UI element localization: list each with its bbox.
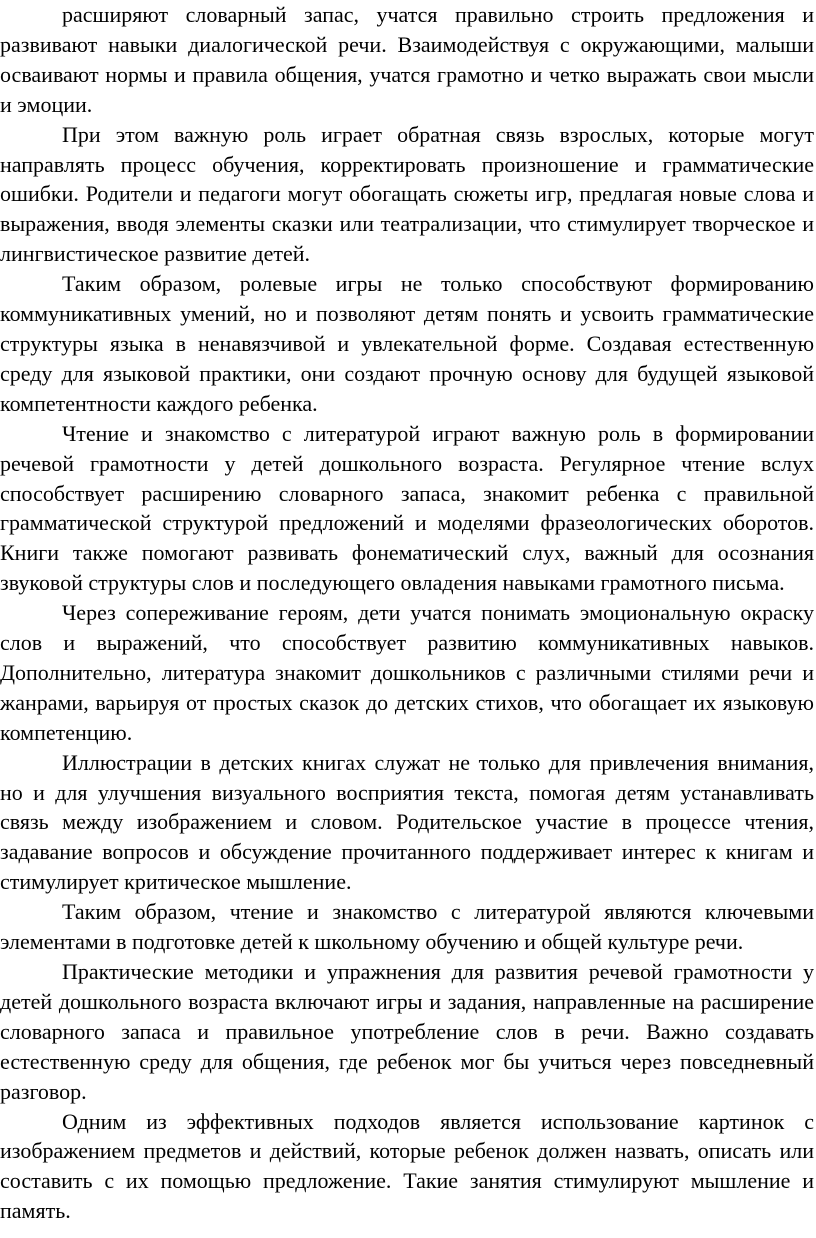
paragraph-6: Иллюстрации в детских книгах служат не только для привлечения внимания, но и для улучшения визуального восприятия текста, помогая детям устанавливать связь между изображением и словом. Родительское участие в процессе чтения, задавание вопросов и обсуждение прочитанного поддерживает интерес к книгам и стимулирует критическое мышление. — [0, 749, 814, 895]
paragraph-1: расширяют словарный запас, учатся правильно строить предложения и развивают навыки диалогической речи. Взаимодействуя с окружающими, малыши осваивают нормы и правила общения, учатся грамотно и четко выражать свои мысли и эмоции. — [0, 2, 814, 117]
paragraph-8: Практические методики и упражнения для развития речевой грамотности у детей дошкольного возраста включают игры и задания, направленные на расширение словарного запаса и правильное употребление слов в речи. Важно создавать естественную среду для общения, где ребенок мог бы учиться через повседневный разговор. — [0, 959, 814, 1104]
paragraph-4: Чтение и знакомство с литературой играют важную роль в формировании речевой грамотности у детей дошкольного возраста. Регулярное чтение вслух способствует расширению словарного запаса, знакомит ребенка с правильной грамматической структурой предложений и моделями фразеологических оборотов. Книги также помогают развивать фонематический слух, важный для осознания звуковой структуры слов и последующего овладения навыками грамотного письма. — [0, 420, 814, 596]
paragraph-5: Через сопереживание героям, дети учатся понимать эмоциональную окраску слов и выражений, что способствует развитию коммуникативных навыков. Дополнительно, литература знакомит дошкольников с различными стилями речи и жанрами, варьируя от простых сказок до детских стихов, что обогащает их языковую компетенцию. — [0, 600, 814, 745]
paragraph-9: Одним из эффективных подходов является использование картинок с изображением предметов и действий, которые ребенок должен назвать, описать или составить с их помощью предложение. Такие занятия стимулируют мышление и память. — [0, 1108, 814, 1224]
paragraph-7: Таким образом, чтение и знакомство с литературой являются ключевыми элементами в подготовке детей к школьному обучению и общей культуре речи. — [0, 899, 814, 955]
paragraph-3: Таким образом, ролевые игры не только способствуют формированию коммуникативных умений, но и позволяют детям понять и усвоить грамматические структуры языка в ненавязчивой и увлекательной форме. Создавая естественную среду для языковой практики, они создают прочную основу для будущей языковой компетентности каждого ребенка. — [0, 271, 814, 416]
paragraph-2: При этом важную роль играет обратная связь взрослых, которые могут направлять процесс обучения, корректировать произношение и грамматические ошибки. Родители и педагоги могут обогащать сюжеты игр, предлагая новые слова и выражения, вводя элементы сказки или театрализации, что стимулирует творческое и лингвистическое развитие детей. — [0, 121, 814, 267]
